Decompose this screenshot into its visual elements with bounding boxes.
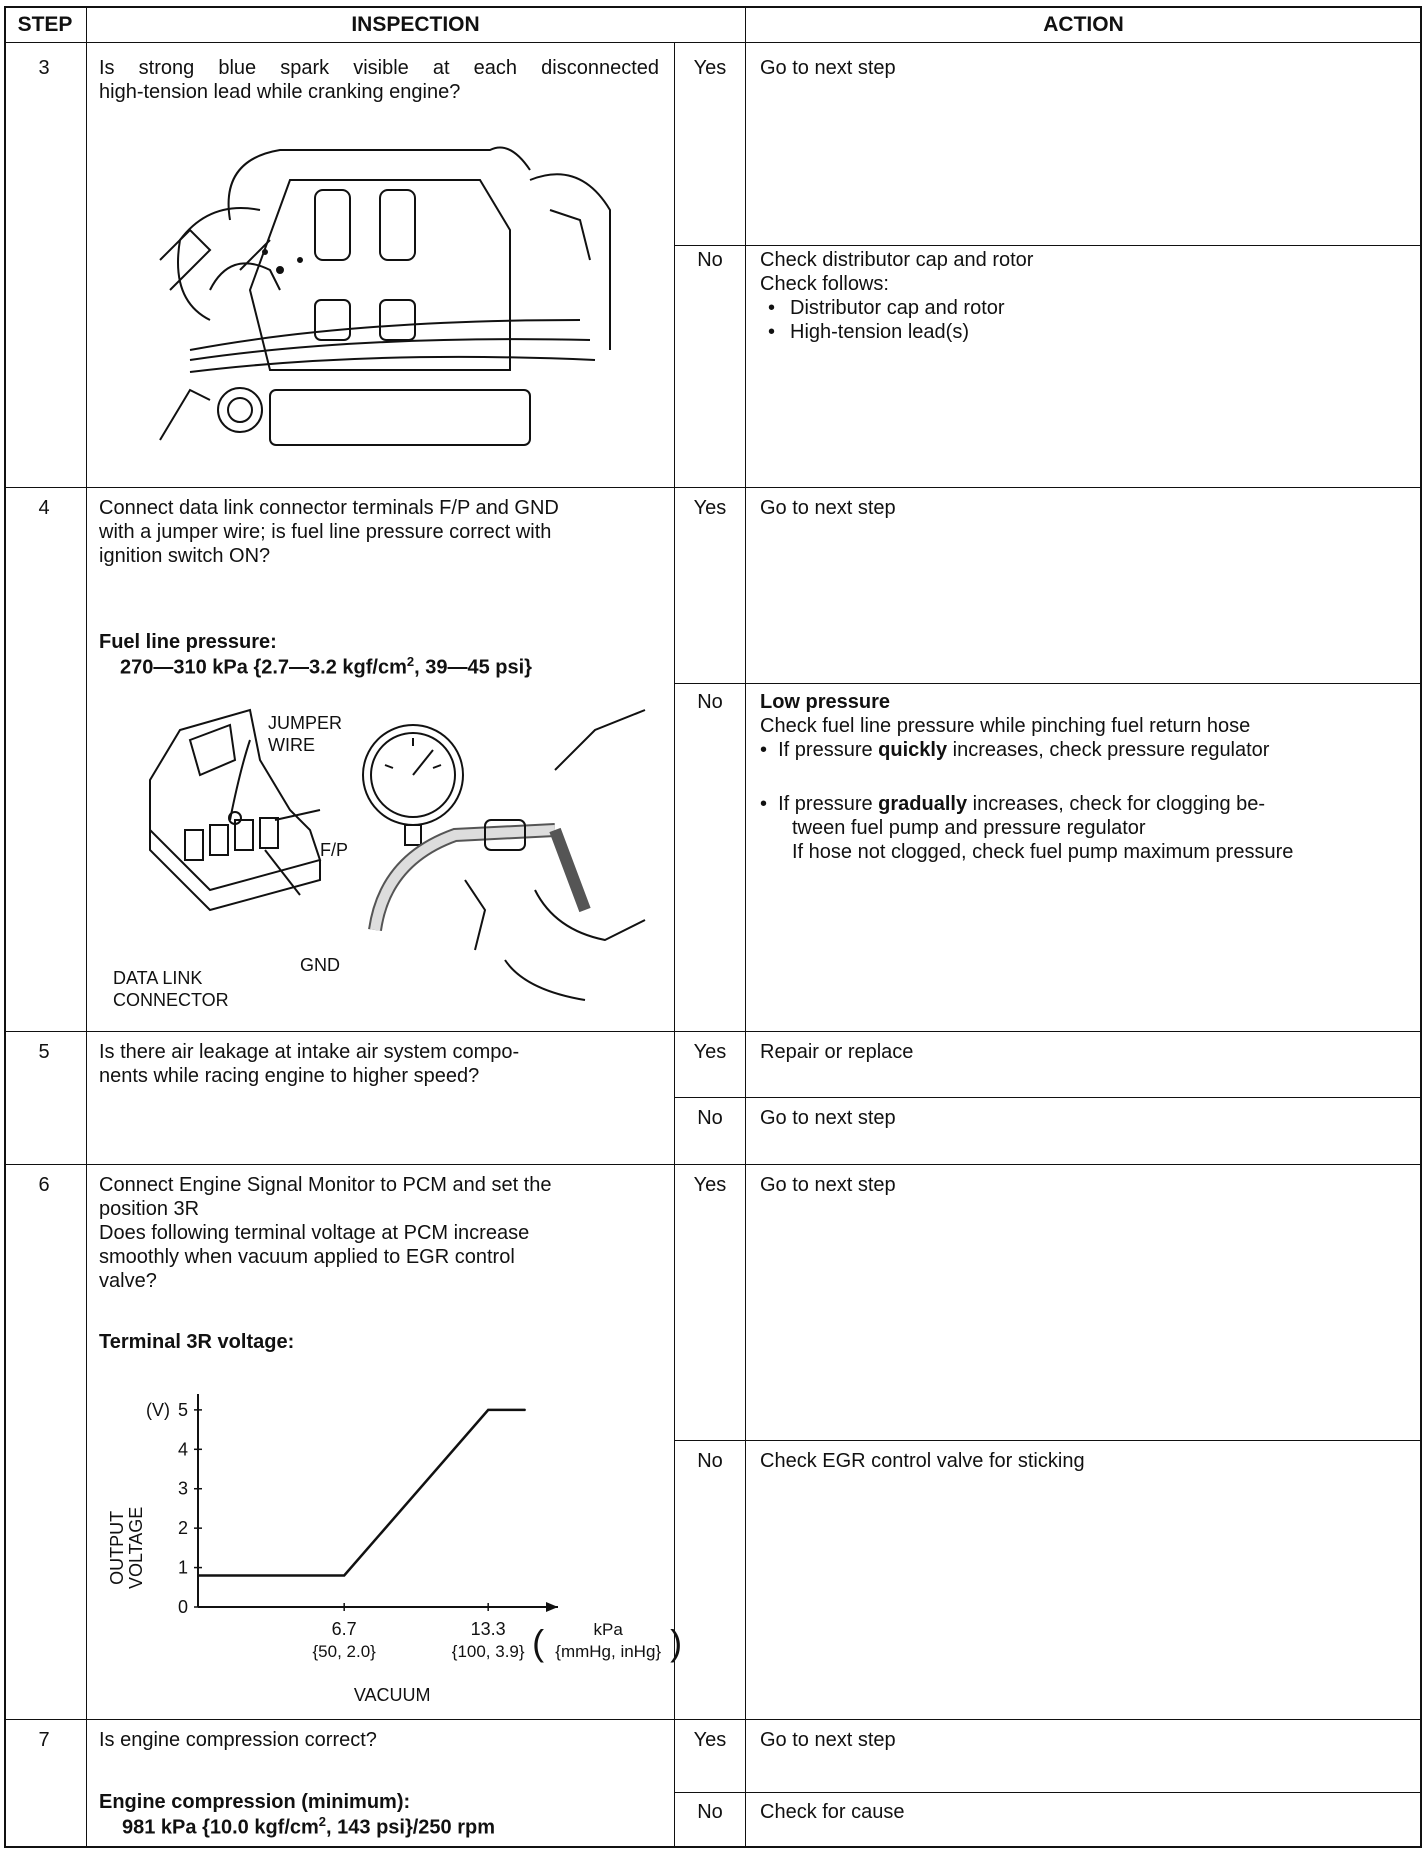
- spec-label: Terminal 3R voltage:: [99, 1331, 295, 1353]
- action-text: Go to next step: [760, 57, 896, 79]
- step-number: 7: [38, 1729, 50, 1751]
- figure-label-gnd: GND: [300, 955, 340, 975]
- action-text: Check for cause: [760, 1801, 905, 1823]
- answer-yes: Yes: [693, 1041, 727, 1063]
- figure-label-jumper-wire-2: WIRE: [268, 735, 315, 755]
- yes-no-divider-7: [674, 1792, 1422, 1793]
- row-divider-6: [4, 1719, 1422, 1720]
- yes-no-column-divider: [745, 6, 746, 1848]
- y-tick-label: 3: [177, 1478, 188, 1499]
- yes-no-divider-4: [674, 683, 1422, 684]
- action-text: Check follows:: [760, 273, 889, 295]
- action-text: tween fuel pump and pressure regulator: [792, 817, 1146, 839]
- action-title: Low pressure: [760, 691, 891, 713]
- yes-no-divider-5: [674, 1097, 1422, 1098]
- step-number: 3: [38, 57, 50, 79]
- x-tick-label: 13.3: [470, 1619, 506, 1639]
- figure-label-fp: F/P: [320, 840, 349, 860]
- step-number: 6: [38, 1174, 50, 1196]
- data-point: [343, 1575, 345, 1577]
- data-point: [487, 1409, 489, 1411]
- answer-yes: Yes: [693, 57, 727, 79]
- list-item: • Distributor cap and rotor: [760, 296, 1400, 320]
- action-text: Go to next step: [760, 497, 896, 519]
- header-divider: [4, 42, 1422, 43]
- figure-label-jumper-wire-1: JUMPER: [268, 713, 343, 733]
- x-unit-paren-open: (: [532, 1622, 545, 1663]
- spec-label: Engine compression (minimum):: [99, 1791, 411, 1813]
- action-text: Check distributor cap and rotor: [760, 249, 1034, 271]
- row-divider-4: [4, 1031, 1422, 1032]
- action-bullets: [760, 296, 1400, 344]
- step-number: 5: [38, 1041, 50, 1063]
- step6-question-line4: smoothly when vacuum applied to EGR control: [99, 1246, 515, 1268]
- x-tick-sublabel: {50, 2.0}: [312, 1642, 376, 1661]
- answer-no: No: [697, 1450, 723, 1472]
- step5-question-line1: Is there air leakage at intake air system compo-: [99, 1041, 520, 1063]
- action-text: Go to next step: [760, 1729, 896, 1751]
- step3-question-line2: high-tension lead while cranking engine?: [99, 81, 461, 103]
- step6-question-line2: position 3R: [99, 1198, 200, 1220]
- voltage-series-line: [198, 1410, 525, 1576]
- answer-no: No: [697, 249, 723, 271]
- answer-no: No: [697, 1107, 723, 1129]
- step6-question-line1: Connect Engine Signal Monitor to PCM and set the: [99, 1174, 552, 1196]
- y-tick-label: 1: [177, 1557, 188, 1578]
- action-text: Go to next step: [760, 1107, 896, 1129]
- y-tick-label: 4: [177, 1439, 188, 1460]
- yes-no-divider-3: [674, 245, 1422, 246]
- data-point: [197, 1575, 199, 1577]
- step6-question-line3: Does following terminal voltage at PCM increase: [99, 1222, 530, 1244]
- x-axis-arrow: [546, 1602, 558, 1612]
- answer-yes: Yes: [693, 1729, 727, 1751]
- x-unit-label-1: kPa: [593, 1620, 623, 1639]
- step4-question-line2: with a jumper wire; is fuel line pressure correct with: [99, 521, 552, 543]
- figure-label-dlc-1: DATA LINK: [113, 968, 203, 988]
- x-tick-sublabel: {100, 3.9}: [451, 1642, 525, 1661]
- figure-label-dlc-2: CONNECTOR: [113, 990, 229, 1010]
- answer-yes: Yes: [693, 1174, 727, 1196]
- step4-question-line1: Connect data link connector terminals F/P and GND: [99, 497, 559, 519]
- step5-question-line2: nents while racing engine to higher speed?: [99, 1065, 480, 1087]
- answer-no: No: [697, 1801, 723, 1823]
- yes-no-divider-6: [674, 1440, 1422, 1441]
- step3-question-line1: Is strong blue spark visible at each disconnected: [99, 57, 659, 79]
- spec-label: Fuel line pressure:: [99, 631, 277, 653]
- action-bullet-1: • If pressure quickly increases, check pressure regulator: [760, 739, 1270, 761]
- step-number: 4: [38, 497, 50, 519]
- output-voltage-chart: [100, 1375, 683, 1705]
- action-text: Go to next step: [760, 1174, 896, 1196]
- answer-yes: Yes: [693, 497, 727, 519]
- x-tick-label: 6.7: [331, 1619, 357, 1639]
- y-tick-label: 2: [177, 1518, 188, 1539]
- answer-no: No: [697, 691, 723, 713]
- y-unit-label: (V): [146, 1399, 170, 1420]
- step7-question-line1: Is engine compression correct?: [99, 1729, 377, 1751]
- row-divider-5: [4, 1164, 1422, 1165]
- ignition-spark-test-illustration: [150, 140, 620, 480]
- y-axis-label-2: VOLTAGE: [126, 1506, 146, 1590]
- row-divider-3: [4, 487, 1422, 488]
- x-axis-label: VACUUM: [353, 1685, 431, 1705]
- x-unit-label-2: {mmHg, inHg}: [555, 1642, 662, 1661]
- fuel-pressure-gauge-illustration: [355, 710, 655, 1020]
- step6-question-line5: valve?: [99, 1270, 157, 1292]
- action-text: Check fuel line pressure while pinching fuel return hose: [760, 715, 1251, 737]
- inspection-column-divider: [674, 42, 675, 1848]
- action-text: Check EGR control valve for sticking: [760, 1450, 1085, 1472]
- y-tick-label: 5: [177, 1399, 188, 1420]
- x-unit-paren-close: ): [670, 1622, 683, 1663]
- data-point: [524, 1409, 526, 1411]
- action-bullet-2: • If pressure gradually increases, check for clogging be-: [760, 793, 1266, 815]
- spec-value: 270—310 kPa {2.7—3.2 kgf/$cm^2$, 39—45 psi}: [120, 654, 532, 679]
- header-step: STEP: [17, 13, 73, 36]
- step4-question-line3: ignition switch ON?: [99, 545, 271, 567]
- spec-value: 981 kPa {10.0 kgf/$cm^2$, 143 psi}/250 rpm: [122, 1814, 496, 1839]
- header-inspection: INSPECTION: [351, 13, 480, 36]
- y-tick-label: 0: [177, 1597, 188, 1617]
- step-column-divider: [86, 6, 87, 1848]
- action-text: If hose not clogged, check fuel pump maximum pressure: [792, 841, 1294, 863]
- action-text: Repair or replace: [760, 1041, 914, 1063]
- list-item: • High-tension lead(s): [760, 320, 1400, 344]
- y-axis-label-1: OUTPUT: [107, 1510, 127, 1585]
- header-action: ACTION: [1043, 13, 1124, 36]
